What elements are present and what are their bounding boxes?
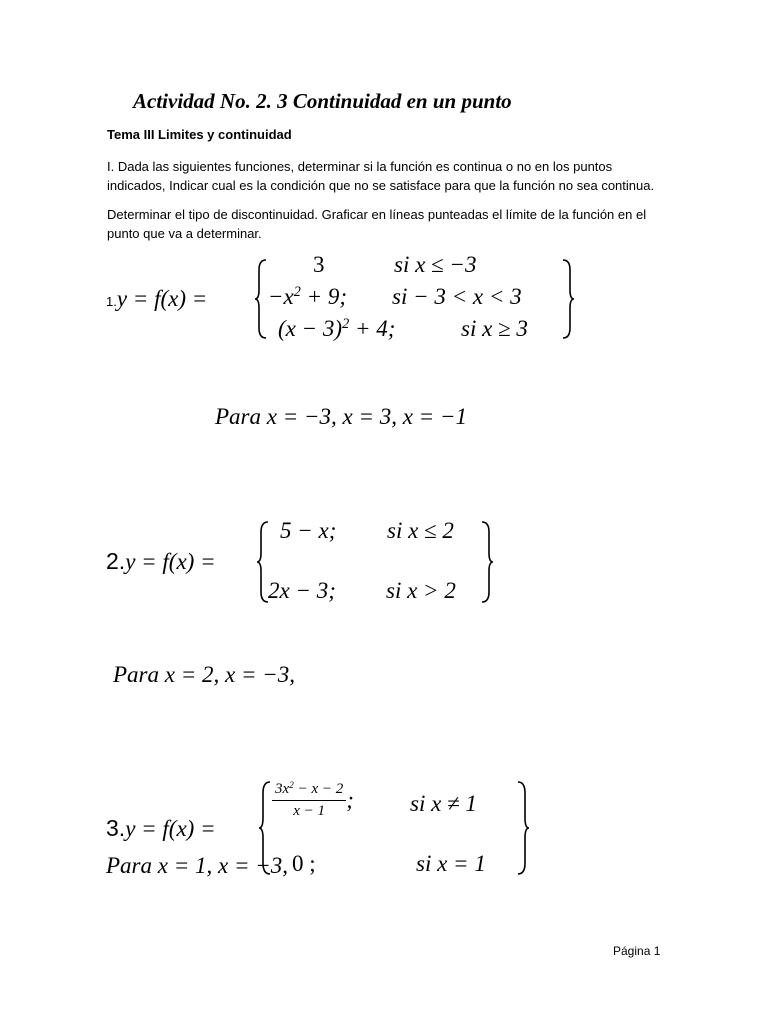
exercise-2-case-1-cond: si x ≤ 2 — [387, 518, 454, 543]
instructions-paragraph-1: I. Dada las siguientes funciones, determinar si la función es continua o no en los puntos indicados, Indicar cual es la condición que no se satisface para que la función no sea continua. — [107, 159, 655, 193]
exercise-3-fraction-denominator: x − 1 — [293, 803, 325, 819]
exercise-1-case-1-expr: 3 — [313, 252, 325, 277]
exercise-2-case-2-expr: 2x − 3; — [268, 578, 336, 603]
exercise-1-left-brace — [254, 258, 268, 340]
exercise-3-number: 3. — [106, 815, 126, 841]
exercise-1-case-3-cond: si x ≥ 3 — [461, 316, 528, 341]
exercise-2-points: Para x = 2, x = −3, — [113, 662, 295, 687]
instructions-paragraph-2: Determinar el tipo de discontinuidad. Graficar en líneas punteadas el límite de la función en el punto que va a determinar. — [107, 207, 647, 241]
exercise-2-right-brace — [480, 520, 494, 604]
exercise-2-label — [106, 548, 216, 575]
exercise-3-right-brace — [516, 780, 530, 876]
exercise-1-right-brace — [561, 258, 575, 340]
exercise-1-case-2-cond: si − 3 < x < 3 — [392, 284, 522, 309]
exercise-3-fraction-numerator: $3x^2 - x - 2$ — [272, 781, 346, 801]
exercise-1-label — [106, 286, 207, 312]
exercise-1-points: Para x = −3, x = 3, x = −1 — [215, 404, 467, 429]
exercise-3-case-2-expr: 0 ; — [292, 851, 316, 876]
exercise-1-case-1-cond: si x ≤ −3 — [394, 252, 477, 277]
exercise-2-number: 2. — [106, 548, 126, 574]
page-title: Actividad No. 2. 3 Continuidad en un punto — [133, 89, 512, 113]
page-number: Página 1 — [613, 944, 661, 958]
exercise-1-case-2-expr: $-x^2 + 9$; — [268, 284, 348, 309]
topic-heading: Tema III Limites y continuidad — [107, 127, 292, 142]
exercise-2-case-1-expr: 5 − x; — [280, 518, 337, 543]
exercise-1-number: 1. — [106, 294, 117, 309]
exercise-3-points: Para x = 1, x = −3, — [106, 853, 288, 878]
exercise-3-label — [106, 815, 216, 842]
exercise-3-case-1-tail: ; — [346, 787, 354, 813]
exercise-3-fraction — [272, 781, 346, 820]
exercise-3-case-2-cond: si x = 1 — [416, 851, 486, 876]
exercise-3-case-1-cond: si x ≠ 1 — [410, 791, 477, 816]
exercise-2-lhs: y = f(x) = — [125, 549, 216, 574]
exercise-2-case-2-cond: si x > 2 — [386, 578, 456, 603]
exercise-3-case-1-expr — [272, 781, 354, 820]
exercise-3-lhs: y = f(x) = — [125, 816, 216, 841]
exercise-1-case-3-expr: $(x - 3)^2 + 4$; — [278, 316, 396, 341]
exercise-1-lhs: y = f(x) = — [116, 286, 208, 311]
